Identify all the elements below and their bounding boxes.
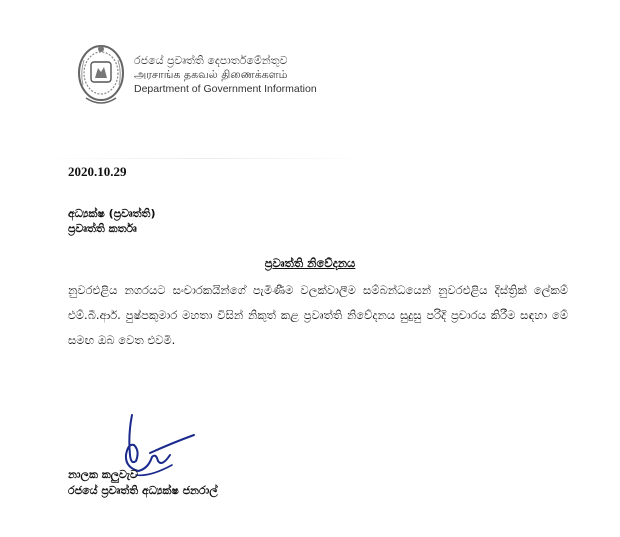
signer-title: රජයේ ප්‍රවෘත්ති අධ්‍යක්ෂ ජනරාල් xyxy=(68,484,218,497)
signer-name: නාලක කලුවැව xyxy=(68,468,138,481)
body-paragraph: නුවරඑළිය නගරයට සංචාරකයින්ගේ පැමිණීම වලක්වාලීම සම්බන්ධයෙන් නුවරඑළිය දිස්ත්‍රික් ලේකම් එම්.බී.ආර්. පුෂ්පකුමාර මහතා විසින් නිකුත් කළ ප්‍රවෘත්ති නිවේදනය සුදුසු පරිදි ප්‍රචාරය කිරීම සඳහා මේ සමඟ ඔබ වෙත එවමි. xyxy=(68,283,568,347)
addressee-line-2: ප්‍රවෘත්ති කර්තෘ xyxy=(68,222,137,235)
addressee-line-1: අධ්‍යක්ෂ (ප්‍රවෘත්ති) xyxy=(68,207,156,220)
header-divider xyxy=(40,158,370,159)
addressee-block xyxy=(68,206,156,236)
department-name xyxy=(134,54,317,96)
subject-heading: ප්‍රවෘත්ති නිවේදනය xyxy=(264,256,356,270)
sri-lanka-emblem-icon xyxy=(74,40,128,110)
department-name-tamil: அரசாங்க தகவல் திணைக்களம் xyxy=(134,68,288,81)
letterhead xyxy=(74,40,317,110)
department-name-sinhala: රජයේ ප්‍රවෘත්ති දෙපාර්තමේන්තුව xyxy=(134,54,288,67)
document-date: 2020.10.29 xyxy=(68,164,127,179)
signer-block xyxy=(68,467,218,499)
department-name-english: Department of Government Information xyxy=(134,83,317,95)
